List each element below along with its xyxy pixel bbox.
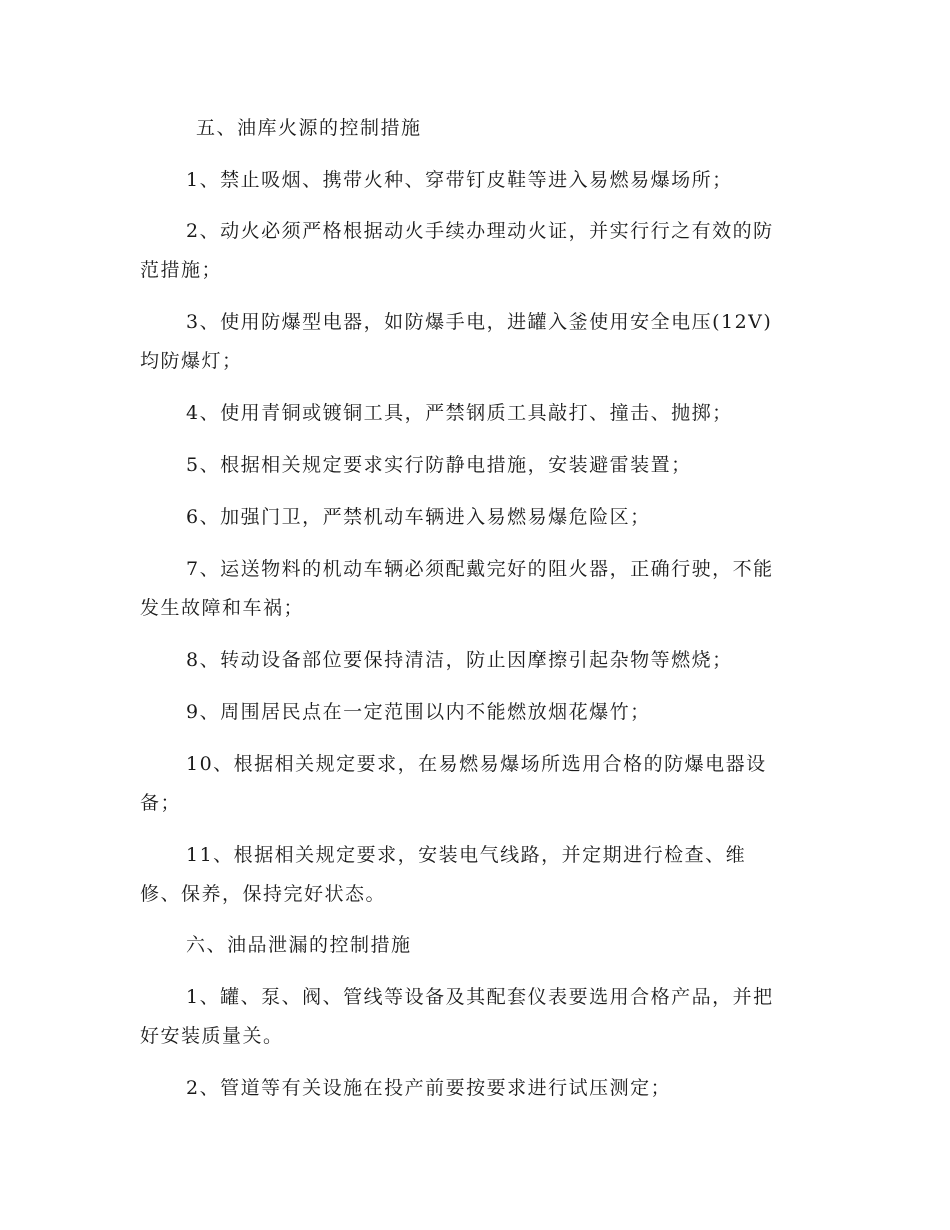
list-item-5: 5、根据相关规定要求实行防静电措施，安装避雷装置； (186, 454, 692, 476)
section-heading: 六、油品泄漏的控制措施 (186, 934, 412, 956)
list-item-10: 10、根据相关规定要求，在易燃易爆场所选用合格的防爆电器设 (186, 753, 767, 775)
list-item-3-continued: 均防爆灯； (140, 350, 243, 372)
list-item-10-continued: 备； (140, 792, 182, 814)
section-heading: 五、油库火源的控制措施 (196, 117, 422, 139)
list-item-2-continued: 范措施； (140, 259, 223, 281)
list-item-8: 8、转动设备部位要保持清洁，防止因摩擦引起杂物等燃烧； (186, 649, 733, 671)
list-item-2: 2、动火必须严格根据动火手续办理动火证，并实行行之有效的防 (186, 220, 774, 242)
list-item-1: 1、罐、泵、阀、管线等设备及其配套仪表要选用合格产品，并把 (186, 986, 774, 1008)
list-item-1: 1、禁止吸烟、携带火种、穿带钉皮鞋等进入易燃易爆场所； (186, 169, 733, 191)
list-item-11-continued: 修、保养，保持完好状态。 (140, 883, 387, 905)
list-item-11: 11、根据相关规定要求，安装电气线路，并定期进行检查、维 (186, 844, 747, 866)
list-item-2: 2、管道等有关设施在投产前要按要求进行试压测定； (186, 1077, 672, 1099)
list-item-7: 7、运送物料的机动车辆必须配戴完好的阻火器，正确行驶，不能 (186, 558, 774, 580)
list-item-3: 3、使用防爆型电器，如防爆手电，进罐入釜使用安全电压(12V) (186, 311, 773, 333)
list-item-1-continued: 好安装质量关。 (140, 1025, 284, 1047)
list-item-9: 9、周围居民点在一定范围以内不能燃放烟花爆竹； (186, 701, 651, 723)
list-item-4: 4、使用青铜或镀铜工具，严禁钢质工具敲打、撞击、抛掷； (186, 402, 733, 424)
list-item-6: 6、加强门卫，严禁机动车辆进入易燃易爆危险区； (186, 506, 651, 528)
list-item-7-continued: 发生故障和车祸； (140, 597, 305, 619)
